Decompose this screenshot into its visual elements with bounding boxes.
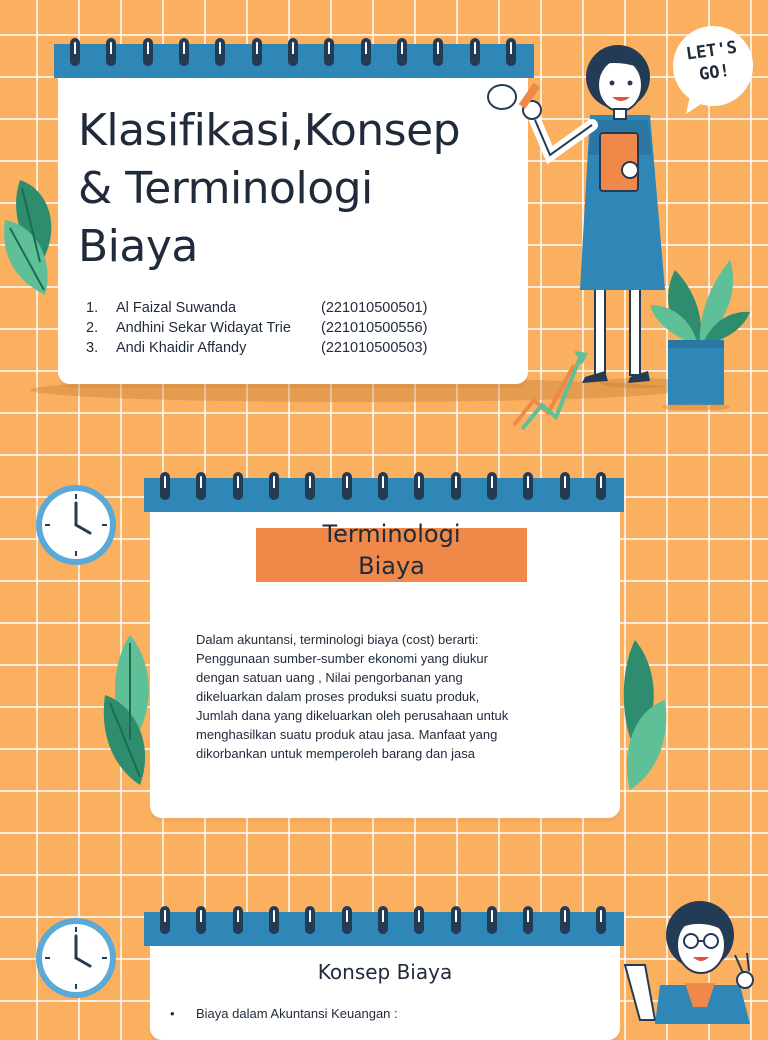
bubble-text: LET'S: [684, 37, 739, 65]
bubble-text: GO!: [697, 60, 732, 85]
section-heading: Terminologi Biaya: [322, 520, 461, 580]
woman-presenter-illustration-icon: [615, 895, 765, 1024]
title-line: Klasifikasi,Konsep: [78, 105, 461, 156]
plant-leaves-icon: [615, 640, 670, 790]
potted-plant-icon: [650, 250, 750, 410]
binder-rings: [160, 472, 606, 500]
member-list: [86, 298, 427, 358]
member-row: 1. Al Faizal Suwanda (221010500501): [86, 300, 428, 316]
plant-leaves-icon: [0, 170, 70, 300]
terminology-paragraph: Dalam akuntansi, terminologi biaya (cost) berarti: Penggunaan sumber-sumber ekonomi yang diukur dengan satuan uang , Nilai pengorbanan yang dikeluarkan dalam proses produksi suatu produk, Jumlah dana yang dikeluarkan oleh perusahaan untuk menghasilkan suatu produk atau jasa. Manfaat yang dikorbankan untuk memperoleh barang dan jasa: [196, 632, 509, 761]
member-row: 3. Andi Khaidir Affandy (221010500503): [86, 340, 428, 356]
binder-rings: [70, 38, 516, 66]
list-item: • Biaya dalam Akuntansi Keuangan :: [170, 1006, 398, 1021]
growth-chart-arrow-icon: [512, 345, 592, 430]
slide-title: [78, 102, 518, 276]
plant-leaves-icon: [100, 635, 160, 785]
clock-icon: [34, 916, 118, 1000]
title-line: Biaya: [78, 221, 198, 272]
clock-icon: [34, 483, 118, 567]
member-row: 2. Andhini Sekar Widayat Trie (221010500556): [86, 320, 428, 336]
section-heading: Konsep Biaya: [317, 960, 453, 984]
title-line: & Terminologi: [78, 163, 373, 214]
binder-rings: [160, 906, 606, 934]
speech-bubble: [670, 22, 756, 114]
